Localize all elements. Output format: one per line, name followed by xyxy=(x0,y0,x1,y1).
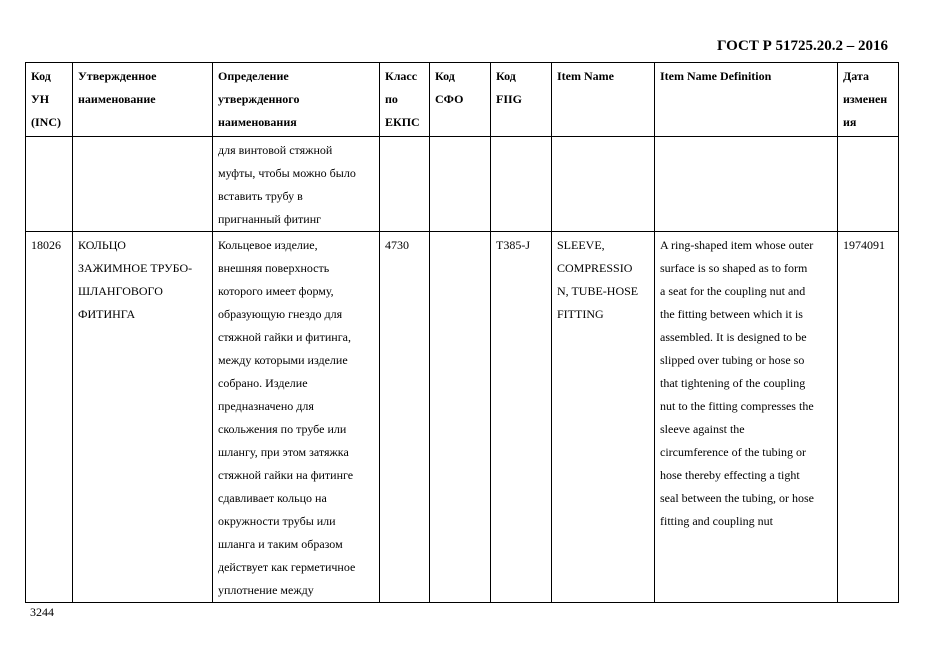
cell-change-date xyxy=(838,137,899,232)
column-header-item-name-definition: Item Name Definition xyxy=(655,63,838,137)
column-header-approved-name: Утвержденное наименование xyxy=(73,63,213,137)
column-header-fiig-code: Код FIIG xyxy=(491,63,552,137)
catalog-table xyxy=(25,62,899,603)
cell-sfo-code xyxy=(430,232,491,603)
cell-item-name: SLEEVE, COMPRESSIO N, TUBE-HOSE FITTING xyxy=(552,232,655,603)
cell-fiig-code xyxy=(491,137,552,232)
page-number: 3244 xyxy=(30,605,54,619)
column-header-ekps-class: Класс по ЕКПС xyxy=(380,63,430,137)
cell-sfo-code xyxy=(430,137,491,232)
column-header-item-name: Item Name xyxy=(552,63,655,137)
cell-definition: для винтовой стяжной муфты, чтобы можно было вставить трубу в пригнанный фитинг xyxy=(213,137,380,232)
cell-ekps-class xyxy=(380,137,430,232)
cell-approved-name xyxy=(73,137,213,232)
column-header-definition: Определение утвержденного наименования xyxy=(213,63,380,137)
cell-item-name-definition xyxy=(655,137,838,232)
cell-change-date: 1974091 xyxy=(838,232,899,603)
column-header-change-date: Дата изменен ия xyxy=(838,63,899,137)
column-header-sfo-code: Код СФО xyxy=(430,63,491,137)
column-header-inc: Код УН (INC) xyxy=(26,63,73,137)
table-row xyxy=(26,232,899,603)
document-standard-header: ГОСТ Р 51725.20.2 – 2016 xyxy=(716,38,888,54)
table-header-row xyxy=(26,63,899,137)
cell-item-name xyxy=(552,137,655,232)
cell-ekps-class: 4730 xyxy=(380,232,430,603)
cell-approved-name: КОЛЬЦО ЗАЖИМНОЕ ТРУБО- ШЛАНГОВОГО ФИТИНГА xyxy=(73,232,213,603)
cell-fiig-code: T385-J xyxy=(491,232,552,603)
cell-inc: 18026 xyxy=(26,232,73,603)
table-row xyxy=(26,137,899,232)
cell-inc xyxy=(26,137,73,232)
cell-definition: Кольцевое изделие, внешняя поверхность которого имеет форму, образующую гнездо для стяжной гайки и фитинга, между которыми изделие собрано. Изделие предназначено для скольжения по трубе или шлангу, при этом затяжка стяжной гайки на фитинге сдавливает кольцо на окружности трубы или шланга и таким образом действует как герметичное уплотнение между xyxy=(213,232,380,603)
cell-item-name-definition: A ring-shaped item whose outer surface is so shaped as to form a seat for the coupling nut and the fitting between which it is assembled. It is designed to be slipped over tubing or hose so that tightening of the coupling nut to the fitting compresses the sleeve against the circumference of the tubing or hose thereby effecting a tight seal between the tubing, or hose fitting and coupling nut xyxy=(655,232,838,603)
